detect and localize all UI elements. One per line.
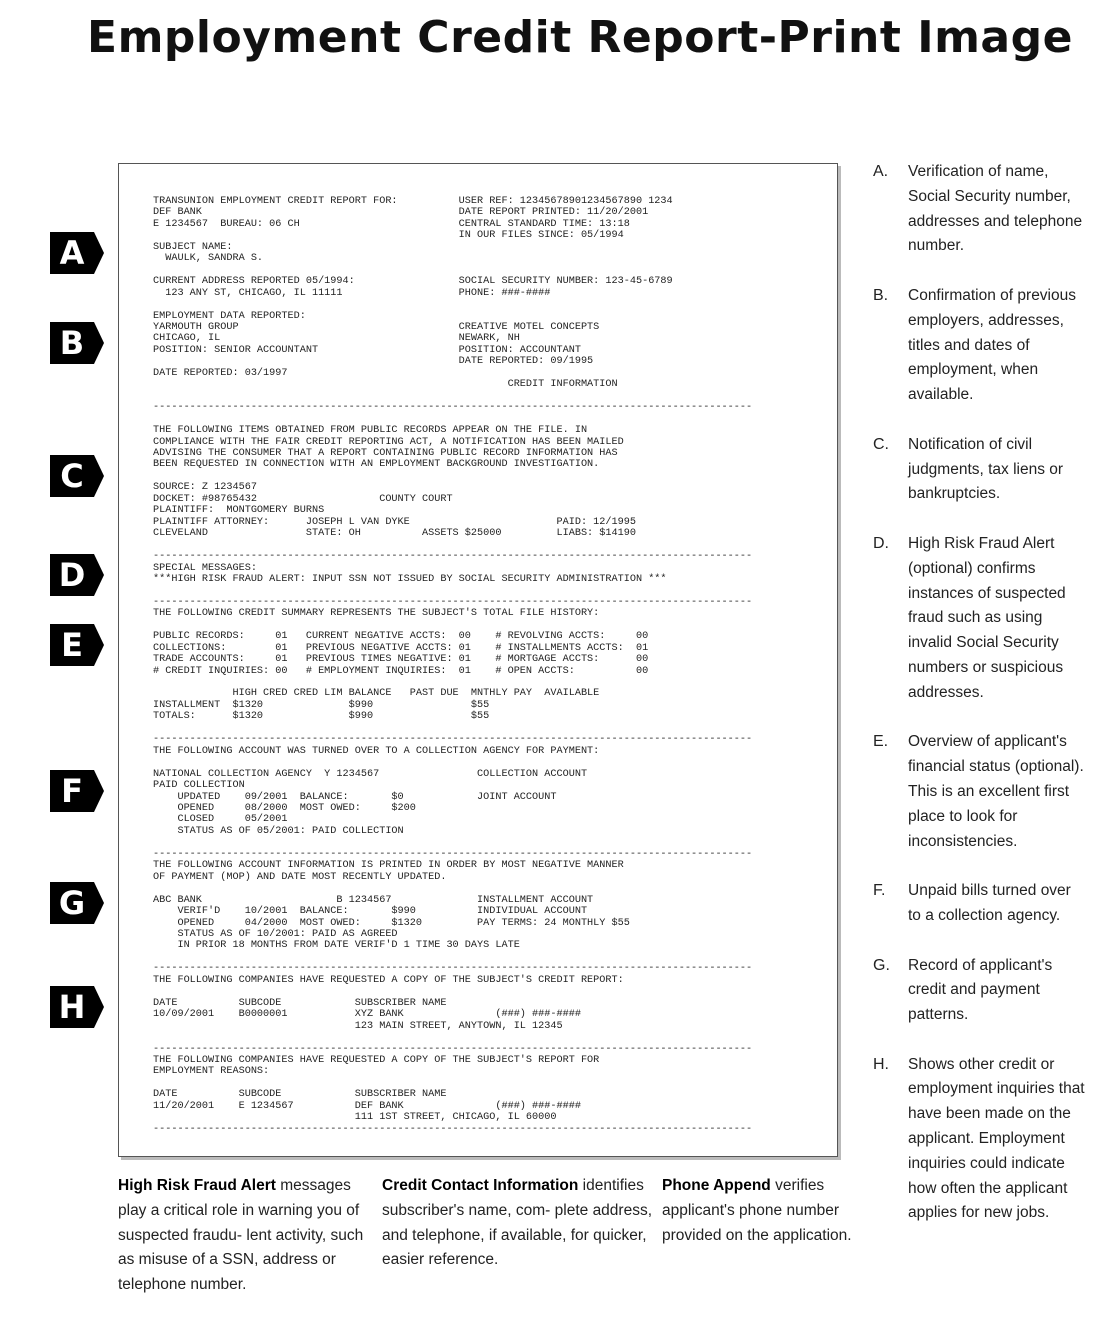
legend-letter: C. (873, 435, 889, 453)
note-text: messages play a critical role in warning you of suspected fraudu- lent activity, such as misuse of a SSN, address or telephone number. (118, 1177, 364, 1294)
legend-item-e (873, 730, 1088, 854)
note-credit-contact (382, 1174, 654, 1273)
legend-item-d (873, 532, 1088, 706)
note-fraud-alert (118, 1174, 380, 1298)
tag-f (50, 770, 104, 812)
legend-text: Shows other credit or employment inquiries that have been made on the applicant. Employment inquiries could indicate how often the applicant applies for new jobs. (908, 1055, 1085, 1222)
tag-d (50, 554, 104, 596)
legend-item-c (873, 433, 1088, 507)
tag-letter: D (58, 556, 86, 594)
tag-g (50, 882, 104, 924)
legend-item-h (873, 1053, 1088, 1227)
legend-text: Unpaid bills turned over to a collection agency. (908, 882, 1071, 924)
legend-letter: G. (873, 956, 890, 974)
tag-letter: C (60, 457, 84, 495)
legend-text: Confirmation of previous employers, addresses, titles and dates of employment, when available. (908, 286, 1076, 404)
legend-letter: D. (873, 534, 889, 552)
legend-item-b (873, 284, 1088, 408)
credit-report-print (118, 163, 838, 1157)
note-text: verifies applicant's phone number provided on the application. (662, 1177, 852, 1244)
note-heading: Credit Contact Information (382, 1177, 579, 1194)
legend-letter: B. (873, 286, 889, 304)
tag-a (50, 232, 104, 274)
legend-item-g (873, 954, 1088, 1028)
legend-text: Record of applicant's credit and payment patterns. (908, 956, 1053, 1024)
legend-text: High Risk Fraud Alert (optional) confirms instances of suspected fraud such as using invalid Social Security numbers or suspicious addresses. (908, 534, 1066, 701)
note-text: identifies subscriber's name, com- plete address, and telephone, if available, for quicker, easier reference. (382, 1177, 653, 1269)
note-phone-append (662, 1174, 864, 1248)
legend-item-f (873, 879, 1088, 929)
tag-letter: G (58, 884, 86, 922)
legend (873, 160, 1088, 1251)
report-text: TRANSUNION EMPLOYMENT CREDIT REPORT FOR: USER REF: 12345678901234567890 1234 DEF BANK DATE REPORT PRINTED: 11/20/2001 E 1234567 BUREAU: 06 CH CENTRAL STANDARD TIME: 13:18 IN OUR FILES SINCE: 05/1994 SUBJECT NAME: WAULK, SANDRA S. CURRENT ADDRESS REPORTED 05/1994: SOCIAL SECURITY NUMBER: 123-45-6789 123 ANY ST, CHICAGO, IL 11111 PHONE: ###-#### EMPLOYMENT DATA REPORTED: YARMOUTH GROUP CREATIVE MOTEL CONCEPTS CHICAGO, IL NEWARK, NH POSITION: SENIOR ACCOUNTANT POSITION: ACCOUNTANT DATE REPORTED: 09/1995 DATE REPORTED: 03/1997 CREDIT INFORMATION -------------------------------------------------------------------------------------------------- THE FOLLOWING ITEMS OBTAINED FROM PUBLIC RECORDS APPEAR ON THE FILE. IN COMPLIANCE WITH THE FAIR CREDIT REPORTING ACT, A NOTIFICATION HAS BEEN MAILED ADVISING THE CONSUMER THAT A REPORT CONTAINING PUBLIC RECORD INFORMATION HAS BEEN REQUESTED IN CONNECTION WITH AN EMPLOYMENT BACKGROUND INVESTIGATION. SOURCE: Z 1234567 DOCKET: #98765432 COUNTY COURT PLAINTIFF: MONTGOMERY BURNS PLAINTIFF ATTORNEY: JOSEPH L VAN DYKE PAID: 12/1995 CLEVELAND STATE: OH ASSETS $25000 LIABS: $14190 -------------------------------------------------------------------------------------------------- SPECIAL MESSAGES: ***HIGH RISK FRAUD ALERT: INPUT SSN NOT ISSUED BY SOCIAL SECURITY ADMINISTRATION *** -------------------------------------------------------------------------------------------------- THE FOLLOWING CREDIT SUMMARY REPRESENTS THE SUBJECT'S TOTAL FILE HISTORY: PUBLIC RECORDS: 01 CURRENT NEGATIVE ACCTS: 00 # REVOLVING ACCTS: 00 COLLECTIONS: 01 PREVIOUS NEGATIVE ACCTS: 01 # INSTALLMENTS ACCTS: 01 TRADE ACCOUNTS: 01 PREVIOUS TIMES NEGATIVE: 01 # MORTGAGE ACCTS: 00 # CREDIT INQUIRIES: 00 # EMPLOYMENT INQUIRIES: 01 # OPEN ACCTS: 00 HIGH CRED CRED LIM BALANCE PAST DUE MNTHLY PAY AVAILABLE INSTALLMENT $1320 $990 $55 TOTALS: $1320 $990 $55 -------------------------------------------------------------------------------------------------- THE FOLLOWING ACCOUNT WAS TURNED OVER TO A COLLECTION AGENCY FOR PAYMENT: NATIONAL COLLECTION AGENCY Y 1234567 COLLECTION ACCOUNT PAID COLLECTION UPDATED 09/2001 BALANCE: $0 JOINT ACCOUNT OPENED 08/2000 MOST OWED: $200 CLOSED 05/2001 STATUS AS OF 05/2001: PAID COLLECTION -------------------------------------------------------------------------------------------------- THE FOLLOWING ACCOUNT INFORMATION IS PRINTED IN ORDER BY MOST NEGATIVE MANNER OF PAYMENT (MOP) AND DATE MOST RECENTLY UPDATED. ABC BANK B 1234567 INSTALLMENT ACCOUNT VERIF'D 10/2001 BALANCE: $990 INDIVIDUAL ACCOUNT OPENED 04/2000 MOST OWED: $1320 PAY TERMS: 24 MONTHLY $55 STATUS AS OF 10/2001: PAID AS AGREED IN PRIOR 18 MONTHS FROM DATE VERIF'D 1 TIME 30 DAYS LATE -------------------------------------------------------------------------------------------------- THE FOLLOWING COMPANIES HAVE REQUESTED A COPY OF THE SUBJECT'S CREDIT REPORT: DATE SUBCODE SUBSCRIBER NAME 10/09/2001 B0000001 XYZ BANK (###) ###-#### 123 MAIN STREET, ANYTOWN, IL 12345 -------------------------------------------------------------------------------------------------- THE FOLLOWING COMPANIES HAVE REQUESTED A COPY OF THE SUBJECT'S REPORT FOR EMPLOYMENT REASONS: DATE SUBCODE SUBSCRIBER NAME 11/20/2001 E 1234567 DEF BANK (###) ###-#### 111 1ST STREET, CHICAGO, IL 60000 -------------------------------------------------------------------------------------------------- (153, 196, 753, 1135)
tag-c (50, 455, 104, 497)
legend-text: Overview of applicant's financial status (optional). This is an excellent first place to look for inconsistencies. (908, 733, 1084, 850)
tag-e (50, 624, 104, 666)
tag-letter: B (59, 324, 85, 362)
note-heading: High Risk Fraud Alert (118, 1177, 276, 1194)
tag-letter: E (61, 626, 83, 664)
legend-letter: F. (873, 882, 886, 900)
legend-letter: E. (873, 733, 889, 751)
legend-item-a (873, 160, 1088, 259)
legend-text: Verification of name, Social Security number, addresses and telephone number. (908, 163, 1083, 255)
legend-letter: A. (873, 163, 889, 180)
note-heading: Phone Append (662, 1177, 771, 1194)
page-title: Employment Credit Report-Print Image (87, 12, 1073, 63)
tag-b (50, 322, 104, 364)
tag-letter: A (59, 234, 85, 272)
legend-text: Notification of civil judgments, tax liens or bankruptcies. (908, 435, 1064, 503)
tag-letter: F (61, 772, 83, 810)
tag-h (50, 986, 104, 1028)
legend-letter: H. (873, 1055, 889, 1073)
tag-letter: H (58, 988, 86, 1026)
